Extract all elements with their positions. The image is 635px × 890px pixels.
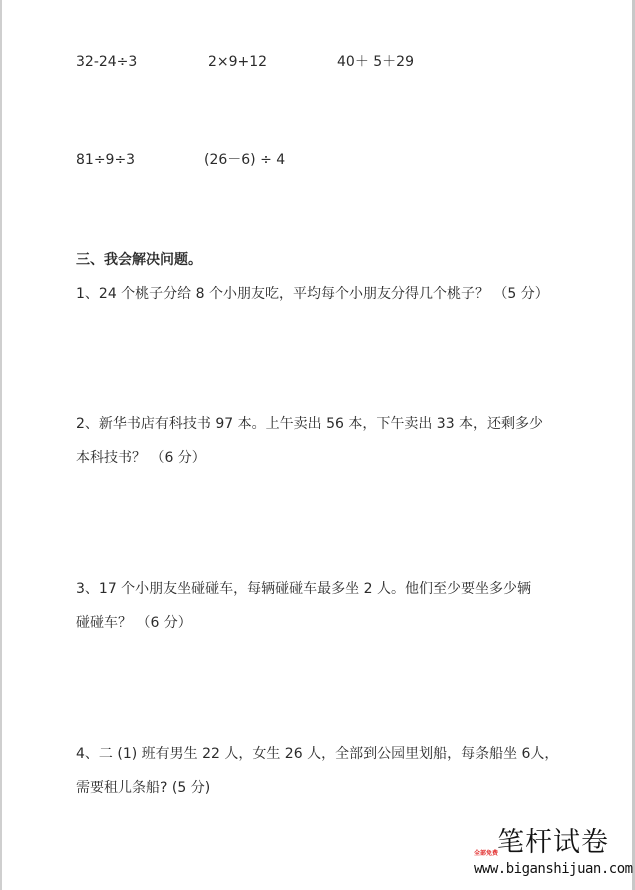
watermark-tag: 全部免费 <box>474 850 499 857</box>
question-text: 1、24 个桃子分给 8 个小朋友吃，平均每个小朋友分得几个桃子？ （5 分） <box>76 286 549 302</box>
calc-expression: 81÷9÷3 <box>76 152 136 168</box>
question-text: 本科技书？ （6 分） <box>76 450 206 466</box>
calc-expression: 2×9+12 <box>208 54 268 70</box>
question-text: 需要租儿条船? (5 分) <box>76 780 211 796</box>
question-text: 2、新华书店有科技书 97 本。上午卖出 56 本，下午卖出 33 本，还剩多少 <box>76 416 544 432</box>
question-text: 4、二 (1) 班有男生 22 人，女生 26 人，全部到公园里划船，每条船坐 6人， <box>76 746 559 762</box>
calc-expression: 40＋ 5＋29 <box>337 54 414 70</box>
section-heading: 三、我会解决问题。 <box>76 252 202 268</box>
watermark-logo <box>470 826 633 886</box>
watermark-url: www.biganshijuan.com <box>474 861 633 877</box>
page-edge-left <box>0 0 2 890</box>
calc-expression: (26－6) ÷ 4 <box>204 152 286 168</box>
calc-expression: 32-24÷3 <box>76 54 138 70</box>
watermark-title: 笔杆试卷 <box>497 827 609 858</box>
question-text: 3、17 个小朋友坐碰碰车，每辆碰碰车最多坐 2 人。他们至少要坐多少辆 <box>76 581 531 597</box>
question-text: 碰碰车？ （6 分） <box>76 615 192 631</box>
